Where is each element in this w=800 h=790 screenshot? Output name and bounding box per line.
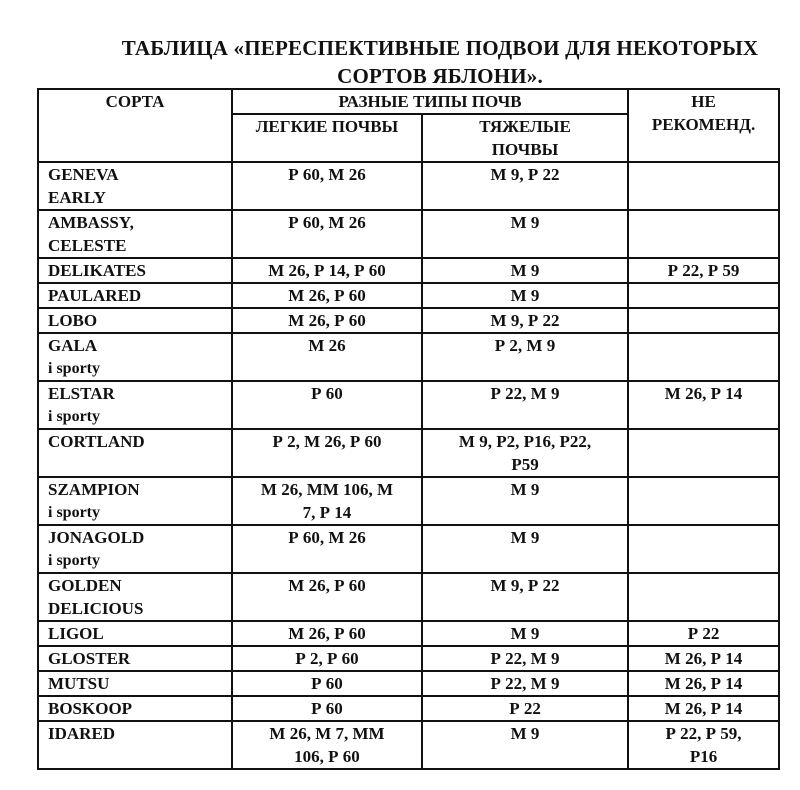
heavy-soil-cell — [422, 573, 628, 621]
heavy-soil-cell-line1: Р 22 — [509, 699, 541, 718]
heavy-soil-cell — [422, 525, 628, 573]
heavy-soil-cell — [422, 283, 628, 308]
light-soil-cell — [232, 696, 422, 721]
variety-cell-line1: DELIKATES — [48, 261, 146, 280]
not-recommended-cell — [628, 429, 779, 477]
variety-cell-line1: GLOSTER — [48, 649, 131, 668]
light-soil-cell — [232, 333, 422, 381]
document-title-line1: ТАБЛИЦА «ПЕРЕСПЕКТИВНЫЕ ПОДВОИ ДЛЯ НЕКОТОРЫХ — [121, 36, 759, 60]
header-variety: СОРТА — [38, 89, 232, 162]
light-soil-cell — [232, 283, 422, 308]
table-row — [38, 721, 779, 769]
variety-cell-line1: JONAGOLD — [48, 528, 145, 547]
light-soil-cell-line1: М 26, Р 60 — [288, 286, 366, 305]
heavy-soil-cell-line1: М 9 — [510, 286, 540, 305]
variety-cell-line1: GALA — [48, 336, 98, 355]
heavy-soil-cell — [422, 308, 628, 333]
light-soil-cell-line1: Р 60, М 26 — [288, 213, 366, 232]
variety-cell-line1: LIGOL — [48, 624, 104, 643]
light-soil-cell-line1: Р 60 — [311, 674, 343, 693]
not-recommended-cell — [628, 646, 779, 671]
heavy-soil-cell — [422, 721, 628, 769]
light-soil-cell-line1: Р 60, М 26 — [288, 165, 366, 184]
heavy-soil-cell — [422, 621, 628, 646]
header-light-soils: ЛЕГКИЕ ПОЧВЫ — [232, 114, 422, 162]
heavy-soil-cell-line1: М 9, Р 22 — [490, 576, 560, 595]
table-row — [38, 283, 779, 308]
table-row — [38, 162, 779, 210]
not-recommended-cell-line1: Р 22, Р 59 — [667, 261, 740, 280]
heavy-soil-cell-line1: М 9 — [510, 261, 540, 280]
variety-cell — [38, 210, 232, 258]
table-row — [38, 671, 779, 696]
variety-cell-line1: CORTLAND — [48, 432, 145, 451]
not-recommended-cell — [628, 381, 779, 429]
table-row — [38, 621, 779, 646]
header-row — [38, 89, 779, 114]
not-recommended-cell-line1: М 26, Р 14 — [664, 699, 743, 718]
light-soil-cell-line1: Р 60 — [311, 699, 343, 718]
table-row — [38, 646, 779, 671]
variety-cell — [38, 721, 232, 769]
heavy-soil-cell — [422, 162, 628, 210]
light-soil-cell — [232, 477, 422, 525]
variety-cell — [38, 477, 232, 525]
header-heavy-line2: ПОЧВЫ — [491, 140, 559, 159]
variety-cell-line2: i sporty — [48, 408, 100, 425]
heavy-soil-cell-line2: Р59 — [511, 455, 539, 474]
heavy-soil-cell-line1: Р 22, М 9 — [490, 384, 560, 403]
variety-cell — [38, 646, 232, 671]
not-recommended-cell — [628, 283, 779, 308]
light-soil-cell — [232, 210, 422, 258]
not-recommended-cell-line2: Р16 — [689, 747, 718, 766]
light-soil-cell-line1: Р 2, Р 60 — [295, 649, 359, 668]
heavy-soil-cell-line1: М 9 — [510, 480, 540, 499]
heavy-soil-cell-line1: Р 2, М 9 — [494, 336, 556, 355]
variety-cell — [38, 283, 232, 308]
variety-cell-line1: GENEVA — [48, 165, 119, 184]
header-soil-types: РАЗНЫЕ ТИПЫ ПОЧВ — [232, 89, 628, 114]
light-soil-cell-line1: Р 60 — [311, 384, 343, 403]
header-not-recommended-line1: НЕ — [691, 92, 716, 111]
not-recommended-cell-line1: М 26, Р 14 — [664, 384, 743, 403]
table-row — [38, 477, 779, 525]
table-row — [38, 573, 779, 621]
variety-cell-line1: AMBASSY, — [48, 213, 134, 232]
heavy-soil-cell — [422, 381, 628, 429]
heavy-soil-cell — [422, 477, 628, 525]
not-recommended-cell — [628, 573, 779, 621]
table-row — [38, 333, 779, 381]
table-row — [38, 210, 779, 258]
variety-cell-line1: ELSTAR — [48, 384, 115, 403]
heavy-soil-cell-line1: Р 22, М 9 — [490, 674, 560, 693]
variety-cell — [38, 671, 232, 696]
light-soil-cell — [232, 258, 422, 283]
variety-cell-line1: PAULARED — [48, 286, 142, 305]
light-soil-cell-line2: 7, Р 14 — [302, 503, 352, 522]
not-recommended-cell — [628, 621, 779, 646]
light-soil-cell-line1: М 26, ММ 106, М — [260, 480, 394, 499]
variety-cell — [38, 258, 232, 283]
light-soil-cell — [232, 429, 422, 477]
heavy-soil-cell-line1: М 9 — [510, 624, 540, 643]
variety-cell-line2: i sporty — [48, 552, 100, 569]
not-recommended-cell — [628, 525, 779, 573]
document-title-line2: СОРТОВ ЯБЛОНИ». — [337, 64, 543, 88]
heavy-soil-cell-line1: М 9 — [510, 213, 540, 232]
table-row — [38, 429, 779, 477]
not-recommended-cell-line1: Р 22, Р 59, — [665, 724, 742, 743]
table-row — [38, 696, 779, 721]
variety-cell-line2: i sporty — [48, 360, 100, 377]
heavy-soil-cell — [422, 671, 628, 696]
heavy-soil-cell — [422, 429, 628, 477]
not-recommended-cell-line1: М 26, Р 14 — [664, 649, 743, 668]
not-recommended-cell — [628, 721, 779, 769]
variety-cell-line1: IDARED — [48, 724, 116, 743]
light-soil-cell — [232, 381, 422, 429]
light-soil-cell — [232, 525, 422, 573]
not-recommended-cell — [628, 308, 779, 333]
heavy-soil-cell-line1: М 9 — [510, 724, 540, 743]
variety-cell — [38, 621, 232, 646]
light-soil-cell — [232, 162, 422, 210]
heavy-soil-cell-line1: М 9, Р2, Р16, Р22, — [458, 432, 592, 451]
light-soil-cell — [232, 621, 422, 646]
rootstock-table — [37, 88, 780, 770]
variety-cell-line1: LOBO — [48, 311, 98, 330]
variety-cell-line2: i sporty — [48, 504, 100, 521]
heavy-soil-cell-line1: Р 22, М 9 — [490, 649, 560, 668]
light-soil-cell-line1: Р 60, М 26 — [288, 528, 366, 547]
not-recommended-cell-line1: М 26, Р 14 — [664, 674, 743, 693]
heavy-soil-cell-line1: М 9, Р 22 — [490, 165, 560, 184]
heavy-soil-cell — [422, 258, 628, 283]
light-soil-cell-line1: М 26, Р 60 — [288, 624, 366, 643]
heavy-soil-cell-line1: М 9, Р 22 — [490, 311, 560, 330]
not-recommended-cell — [628, 696, 779, 721]
variety-cell-line1: MUTSU — [48, 674, 110, 693]
heavy-soil-cell — [422, 696, 628, 721]
variety-cell — [38, 696, 232, 721]
not-recommended-cell — [628, 258, 779, 283]
light-soil-cell-line1: М 26, Р 60 — [288, 311, 366, 330]
table-row — [38, 381, 779, 429]
heavy-soil-cell — [422, 210, 628, 258]
light-soil-cell — [232, 671, 422, 696]
table-body — [38, 162, 779, 769]
not-recommended-cell — [628, 477, 779, 525]
variety-cell — [38, 525, 232, 573]
variety-cell — [38, 333, 232, 381]
table-row — [38, 258, 779, 283]
light-soil-cell — [232, 721, 422, 769]
light-soil-cell — [232, 573, 422, 621]
light-soil-cell-line1: М 26, М 7, ММ — [269, 724, 385, 743]
variety-cell-line2: DELICIOUS — [48, 599, 144, 618]
header-heavy-line1: ТЯЖЕЛЫЕ — [479, 117, 571, 136]
variety-cell — [38, 162, 232, 210]
variety-cell — [38, 429, 232, 477]
header-not-recommended — [628, 89, 779, 162]
variety-cell — [38, 308, 232, 333]
variety-cell — [38, 573, 232, 621]
not-recommended-cell — [628, 162, 779, 210]
not-recommended-cell-line1: Р 22 — [687, 624, 720, 643]
light-soil-cell — [232, 646, 422, 671]
variety-cell-line1: BOSKOOP — [48, 699, 133, 718]
light-soil-cell-line1: М 26 — [308, 336, 346, 355]
table-row — [38, 525, 779, 573]
header-heavy-soils — [422, 114, 628, 162]
heavy-soil-cell — [422, 333, 628, 381]
not-recommended-cell — [628, 333, 779, 381]
light-soil-cell-line2: 106, Р 60 — [294, 747, 360, 766]
header-not-recommended-line2: РЕКОМЕНД. — [651, 115, 756, 134]
light-soil-cell-line1: М 26, Р 60 — [288, 576, 366, 595]
heavy-soil-cell-line1: М 9 — [510, 528, 540, 547]
variety-cell-line1: SZAMPION — [48, 480, 140, 499]
not-recommended-cell — [628, 210, 779, 258]
variety-cell-line2: CELESTE — [48, 236, 127, 255]
variety-cell-line2: EARLY — [48, 188, 106, 207]
not-recommended-cell — [628, 671, 779, 696]
light-soil-cell — [232, 308, 422, 333]
heavy-soil-cell — [422, 646, 628, 671]
variety-cell — [38, 381, 232, 429]
light-soil-cell-line1: М 26, Р 14, Р 60 — [268, 261, 386, 280]
variety-cell-line1: GOLDEN — [48, 576, 122, 595]
light-soil-cell-line1: Р 2, М 26, Р 60 — [272, 432, 382, 451]
table-row — [38, 308, 779, 333]
